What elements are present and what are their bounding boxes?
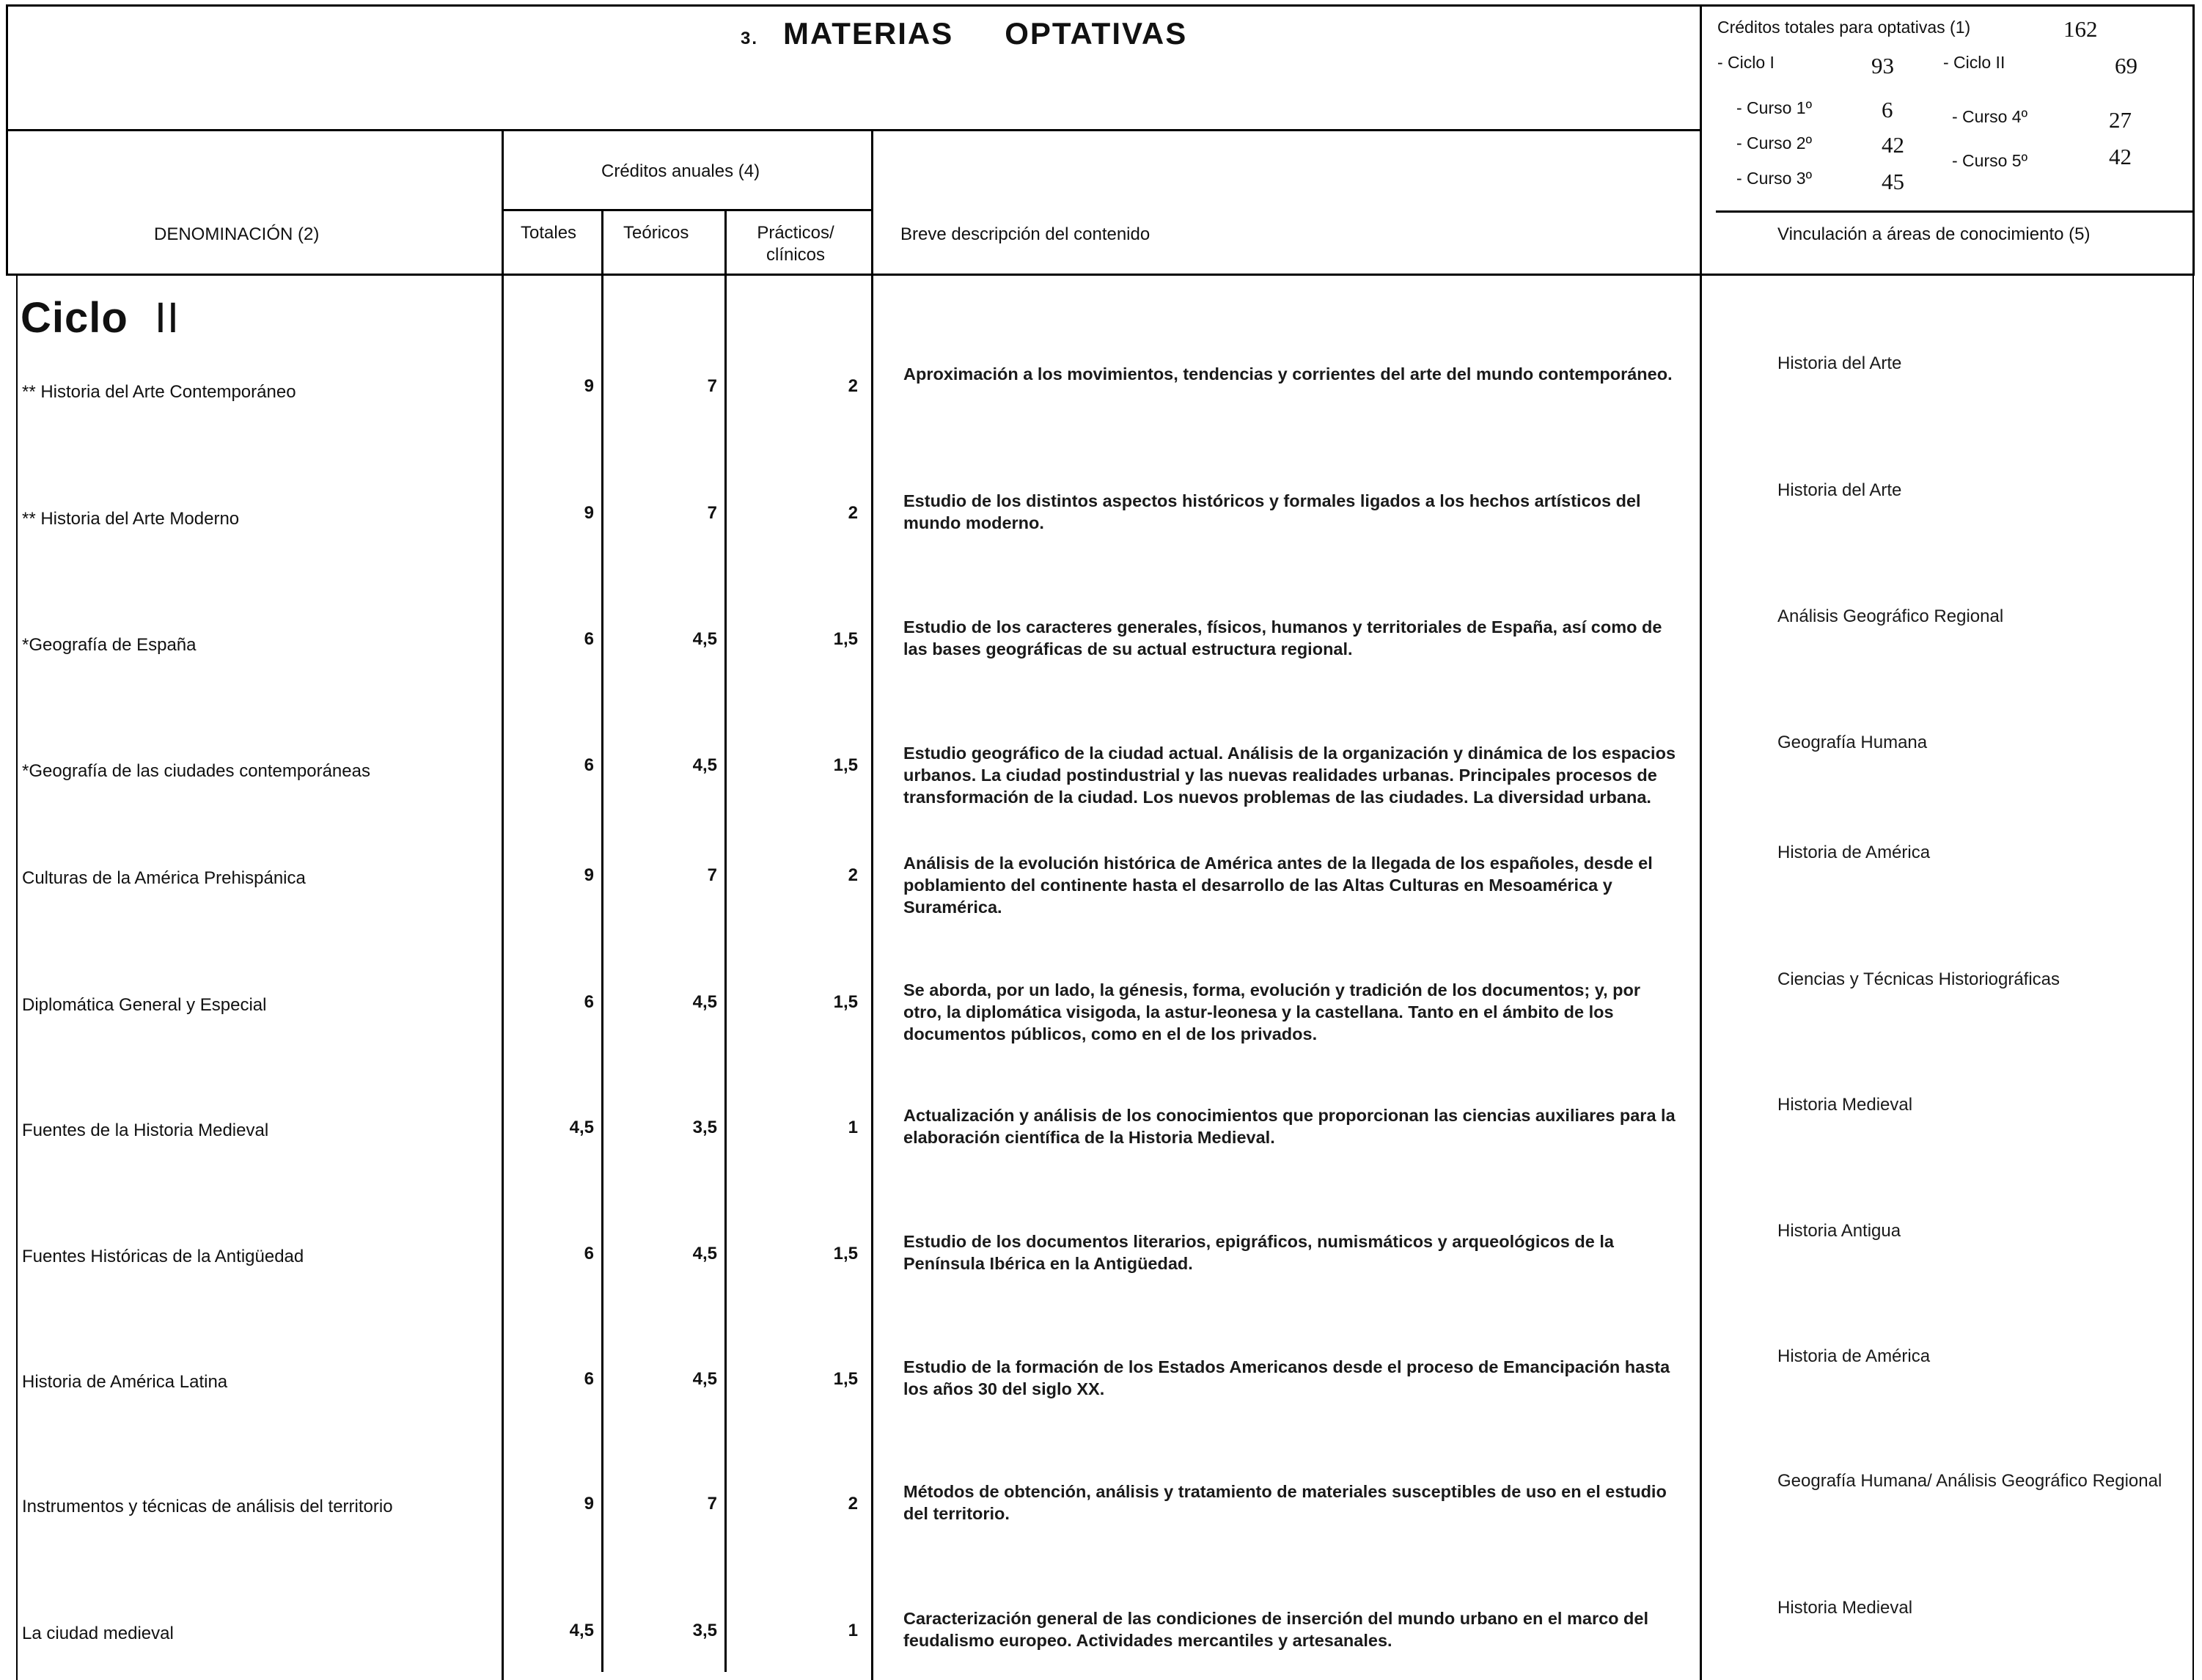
credits-curso1-value: 6	[1882, 97, 1893, 122]
section-heading	[21, 293, 180, 342]
credits-practicos: 1	[848, 1118, 858, 1137]
credits-ciclo2-label: - Ciclo II	[1943, 53, 2005, 72]
credits-practicos: 2	[848, 865, 858, 885]
credits-teoricos: 4,5	[692, 992, 717, 1012]
subject-description: Estudio de los documentos literarios, epigráficos, numismáticos y arqueológicos de la Península Ibérica en la Antigüedad.	[903, 1232, 1614, 1273]
header-practicos-line2: clínicos	[766, 245, 826, 265]
header-creditos-anuales: Créditos anuales (4)	[601, 161, 760, 181]
credits-curso4-value: 27	[2109, 107, 2132, 133]
subject-description: Estudio geográfico de la ciudad actual. Análisis de la organización y dinámica de los espacios urbanos. La ciudad postindustrial y las nuevas realidades urbanas. Principales procesos de transformación de la ciudad. Los nuevos problemas de las ciudades. La diversidad urbana.	[903, 744, 1676, 807]
knowledge-area: Historia de América	[1777, 843, 1931, 862]
col-line-practicos	[871, 129, 873, 1680]
credits-ciclo1-label: - Ciclo I	[1717, 53, 1775, 72]
credits-practicos: 1	[848, 1621, 858, 1640]
subject-description: Se aborda, por un lado, la génesis, forma, evolución y tradición de los documentos; y, por otro, la diplomática visigoda, la astur-leonesa y la castellana. Tanto en el ámbito de los documentos públicos, como en el de los privados.	[903, 980, 1641, 1043]
subject-description: Aproximación a los movimientos, tendencias y corrientes del arte del mundo contemporáneo.	[903, 364, 1673, 384]
header-descripcion: Breve descripción del contenido	[900, 224, 1150, 244]
credits-curso3-value: 45	[1882, 169, 1904, 194]
subject-description: Estudio de los caracteres generales, físicos, humanos y territoriales de España, así como de las bases geográficas de su actual estructura regional.	[903, 617, 1662, 659]
col-line-descripcion	[1700, 4, 1702, 1680]
header-denominacion: DENOMINACIÓN (2)	[154, 224, 320, 244]
credits-totales: 4,5	[569, 1118, 594, 1137]
credits-practicos: 2	[848, 376, 858, 396]
subject-description: Estudio de la formación de los Estados Americanos desde el proceso de Emancipación hasta los años 30 del siglo XX.	[903, 1357, 1670, 1398]
header-bottom-line	[6, 274, 2194, 276]
credits-totales: 9	[584, 376, 594, 396]
credits-practicos: 1,5	[833, 629, 858, 649]
header-teoricos: Teóricos	[623, 223, 689, 243]
credits-curso2-label: - Curso 2º	[1736, 133, 1812, 153]
subject-name: ** Historia del Arte Contemporáneo	[22, 382, 296, 402]
credits-practicos: 1,5	[833, 1369, 858, 1389]
credits-totales: 6	[584, 629, 594, 649]
credits-practicos: 1,5	[833, 1244, 858, 1263]
credits-totales: 4,5	[569, 1621, 594, 1640]
subject-name: Diplomática General y Especial	[22, 995, 267, 1015]
credits-totales: 6	[584, 992, 594, 1012]
subject-name: *Geografía de las ciudades contemporáneas	[22, 761, 370, 781]
credits-practicos: 1,5	[833, 755, 858, 775]
title-word-materias: MATERIAS	[783, 16, 954, 51]
document-title	[741, 16, 1187, 51]
subject-name: *Geografía de España	[22, 635, 197, 655]
header-totales: Totales	[521, 223, 577, 243]
header-mid-line	[6, 129, 1700, 131]
credits-teoricos: 7	[707, 503, 717, 523]
col-line-left-body	[16, 276, 18, 1680]
credits-curso1-label: - Curso 1º	[1736, 98, 1812, 117]
credits-total-label: Créditos totales para optativas (1)	[1717, 18, 1971, 37]
subject-description: Estudio de los distintos aspectos históricos y formales ligados a los hechos artísticos del mundo moderno.	[903, 491, 1641, 532]
credits-totales: 6	[584, 755, 594, 775]
knowledge-area: Historia de América	[1777, 1346, 1931, 1366]
subject-name: ** Historia del Arte Moderno	[22, 509, 240, 529]
subject-name: La ciudad medieval	[22, 1624, 174, 1643]
credits-teoricos: 4,5	[692, 629, 717, 649]
credits-sub-line	[503, 209, 873, 211]
credits-teoricos: 4,5	[692, 1369, 717, 1389]
subject-name: Culturas de la América Prehispánica	[22, 868, 306, 888]
credits-practicos: 2	[848, 1494, 858, 1514]
header-practicos-line1: Prácticos/	[757, 223, 834, 243]
section-label: Ciclo	[21, 294, 128, 342]
frame-right-line	[2192, 4, 2195, 276]
credits-total-value: 162	[2063, 16, 2098, 42]
credits-teoricos: 7	[707, 865, 717, 885]
subject-description: Métodos de obtención, análisis y tratamiento de materiales susceptibles de uso en el estudio del territorio.	[903, 1482, 1667, 1523]
credits-box-line	[1716, 210, 2194, 213]
credits-curso4-label: - Curso 4º	[1952, 107, 2027, 126]
knowledge-area: Historia Antigua	[1777, 1221, 1901, 1241]
credits-teoricos: 7	[707, 1494, 717, 1514]
subject-description: Análisis de la evolución histórica de América antes de la llegada de los españoles, desde el poblamiento del continente hasta el desarrollo de las Altas Culturas en Mesoamérica y Suramérica.	[903, 854, 1653, 917]
col-line-teoricos	[724, 210, 727, 1672]
credits-teoricos: 4,5	[692, 755, 717, 775]
knowledge-area: Análisis Geográfico Regional	[1777, 606, 2004, 626]
credits-totales: 9	[584, 1494, 594, 1514]
credits-teoricos: 7	[707, 376, 717, 396]
credits-totales: 9	[584, 503, 594, 523]
title-word-optativas: OPTATIVAS	[1005, 16, 1188, 51]
credits-practicos: 2	[848, 503, 858, 523]
section-roman: II	[154, 294, 180, 342]
credits-teoricos: 3,5	[692, 1118, 717, 1137]
title-number: 3.	[741, 29, 759, 48]
subject-description: Actualización y análisis de los conocimientos que proporcionan las ciencias auxiliares para la elaboración científica de la Historia Medieval.	[903, 1106, 1676, 1147]
knowledge-area: Historia del Arte	[1777, 353, 1902, 373]
header-vinculacion: Vinculación a áreas de conocimiento (5)	[1777, 224, 2091, 244]
col-line-denominacion	[502, 129, 504, 1680]
subject-description: Caracterización general de las condiciones de inserción del mundo urbano en el marco del feudalismo europeo. Actividades mercantiles y artesanales.	[903, 1609, 1649, 1650]
knowledge-area: Geografía Humana/ Análisis Geográfico Regional	[1777, 1471, 2162, 1491]
col-line-right-body	[2192, 276, 2194, 1680]
credits-totales: 6	[584, 1369, 594, 1389]
subject-name: Fuentes de la Historia Medieval	[22, 1120, 269, 1140]
col-line-totales	[601, 210, 603, 1672]
knowledge-area: Historia Medieval	[1777, 1598, 1913, 1618]
credits-practicos: 1,5	[833, 992, 858, 1012]
subject-name: Instrumentos y técnicas de análisis del territorio	[22, 1497, 393, 1516]
credits-curso5-value: 42	[2109, 144, 2132, 169]
frame-top-line	[6, 4, 2194, 7]
credits-ciclo1-value: 93	[1871, 53, 1894, 78]
subject-name: Fuentes Históricas de la Antigüedad	[22, 1247, 304, 1266]
credits-curso2-value: 42	[1882, 132, 1904, 158]
knowledge-area: Geografía Humana	[1777, 733, 1928, 752]
frame-left-line	[6, 4, 8, 276]
knowledge-area: Historia Medieval	[1777, 1095, 1913, 1115]
knowledge-area: Historia del Arte	[1777, 480, 1902, 500]
credits-totales: 6	[584, 1244, 594, 1263]
credits-curso3-label: - Curso 3º	[1736, 169, 1812, 188]
credits-ciclo2-value: 69	[2115, 53, 2137, 78]
credits-totales: 9	[584, 865, 594, 885]
subject-name: Historia de América Latina	[22, 1372, 228, 1392]
credits-teoricos: 4,5	[692, 1244, 717, 1263]
knowledge-area: Ciencias y Técnicas Historiográficas	[1777, 969, 2060, 989]
credits-curso5-label: - Curso 5º	[1952, 151, 2027, 170]
credits-teoricos: 3,5	[692, 1621, 717, 1640]
